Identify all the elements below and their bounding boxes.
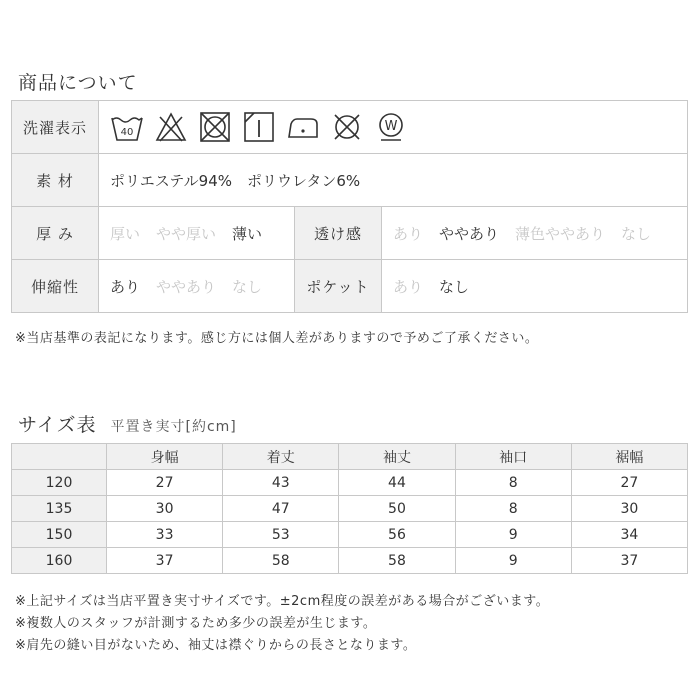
size-value-cell: 53 [223,522,339,548]
care-icons [99,101,688,154]
size-header-cell: 袖口 [455,444,571,470]
size-note: ※肩先の縫い目がないため、袖丈は襟ぐりからの長さとなります。 [15,638,417,653]
wash-temp-text: 40 [120,127,134,138]
size-value-cell: 58 [223,548,339,574]
size-value-cell: 33 [107,522,223,548]
sheer-options [382,207,688,260]
care-label: 洗濯表示 [12,101,99,154]
material-label: 素 材 [12,154,99,207]
thickness-label: 厚 み [12,207,99,260]
size-value-cell: 37 [107,548,223,574]
option-unselected: ややあり [156,277,217,296]
size-header-row [12,444,688,470]
care-row [12,101,688,154]
size-row [12,522,688,548]
stretch-options [99,260,295,313]
size-label-cell: 120 [12,470,107,496]
size-row [12,496,688,522]
option-unselected: あり [393,224,424,243]
size-value-cell: 47 [223,496,339,522]
pocket-options [382,260,688,313]
no-tumble-dry-icon [198,110,232,144]
size-value-cell: 27 [571,470,687,496]
iron-low-icon [286,110,320,144]
size-header-cell: 身幅 [107,444,223,470]
size-value-cell: 44 [339,470,455,496]
thickness-options [99,207,295,260]
pocket-label: ポケット [295,260,382,313]
line-dry-shade-icon [242,110,276,144]
size-table [11,443,688,574]
sheer-label: 透け感 [295,207,382,260]
size-value-cell: 30 [107,496,223,522]
product-info-title: 商品について [18,72,138,94]
size-value-cell: 27 [107,470,223,496]
thickness-sheer-row [12,207,688,260]
option-unselected: なし [232,277,263,296]
option-unselected: あり [393,277,424,296]
size-header-cell: 裾幅 [571,444,687,470]
size-subtitle: 平置き実寸[約cm] [110,419,237,435]
product-note: ※当店基準の表記になります。感じ方には個人差がありますので予めご了承ください。 [15,331,539,346]
size-note: ※複数人のスタッフが計測するため多少の誤差が生じます。 [15,616,377,631]
size-chart-title [18,410,237,437]
size-header-cell [12,444,107,470]
no-dry-clean-icon [330,110,364,144]
wash-40-icon [110,110,144,144]
size-header-cell: 袖丈 [339,444,455,470]
wet-clean-icon [374,110,408,144]
size-value-cell: 58 [339,548,455,574]
material-row [12,154,688,207]
option-unselected: 薄色ややあり [515,224,606,243]
size-label-cell: 135 [12,496,107,522]
size-row [12,470,688,496]
size-value-cell: 37 [571,548,687,574]
size-row [12,548,688,574]
wet-clean-letter: W [384,119,398,134]
option-selected: なし [439,277,470,296]
option-unselected: 厚い [110,224,141,243]
product-info-table [11,100,688,313]
size-label-cell: 150 [12,522,107,548]
size-value-cell: 8 [455,496,571,522]
option-selected: ややあり [439,224,500,243]
option-unselected: なし [621,224,652,243]
no-bleach-icon [154,110,188,144]
size-value-cell: 43 [223,470,339,496]
size-value-cell: 8 [455,470,571,496]
size-value-cell: 9 [455,522,571,548]
stretch-label: 伸縮性 [12,260,99,313]
size-value-cell: 50 [339,496,455,522]
material-value: ポリエステル94% ポリウレタン6% [99,154,688,207]
size-label-cell: 160 [12,548,107,574]
size-value-cell: 30 [571,496,687,522]
size-value-cell: 56 [339,522,455,548]
option-unselected: やや厚い [156,224,217,243]
stretch-pocket-row [12,260,688,313]
size-header-cell: 着丈 [223,444,339,470]
size-value-cell: 34 [571,522,687,548]
size-value-cell: 9 [455,548,571,574]
size-note: ※上記サイズは当店平置き実寸サイズです。±2cm程度の誤差がある場合がございます。 [15,594,550,609]
option-selected: あり [110,277,141,296]
size-title-text: サイズ表 [18,414,97,436]
option-selected: 薄い [232,224,263,243]
